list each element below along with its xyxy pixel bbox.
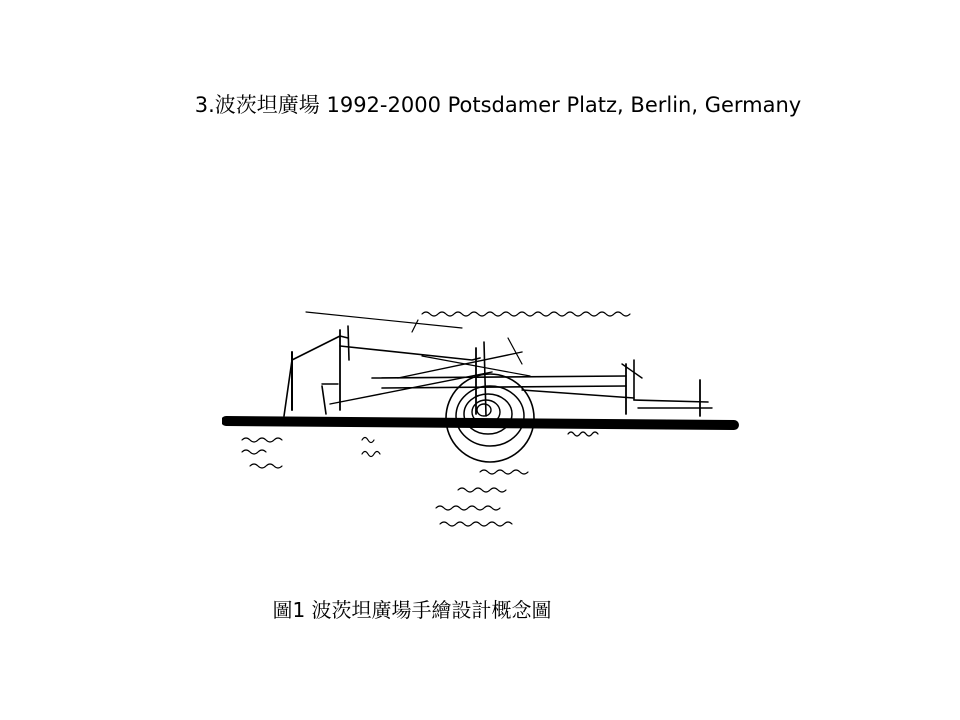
figure-caption: 圖1 波茨坦廣場手繪設計概念圖 [272,598,552,622]
slide-title: 3.波茨坦廣場 1992-2000 Potsdamer Platz, Berlin, Germany [194,93,802,117]
concept-sketch [222,280,742,540]
